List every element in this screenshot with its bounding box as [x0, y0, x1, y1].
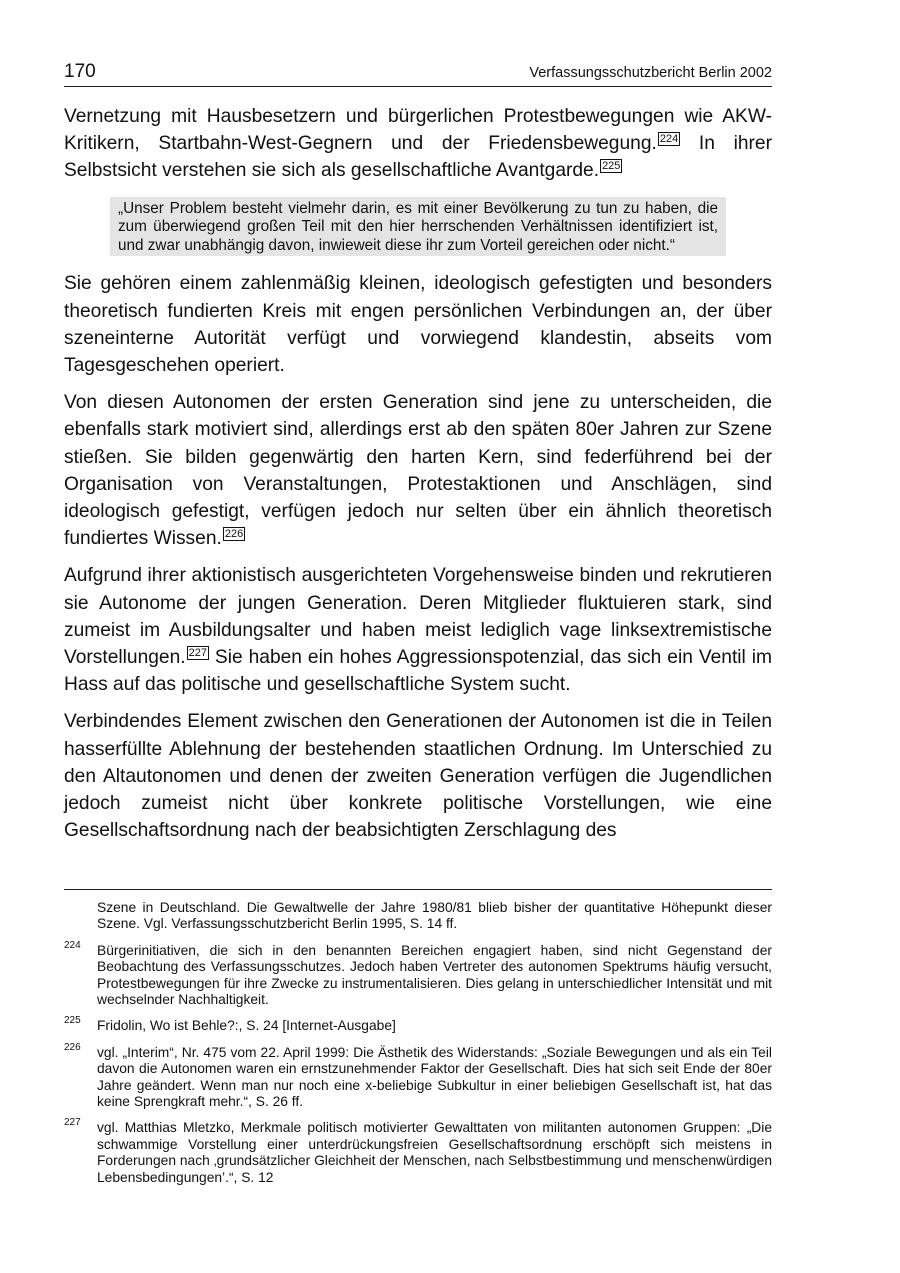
- footnote-ref-224[interactable]: 224: [659, 133, 679, 146]
- page-number: 170: [64, 61, 96, 82]
- footnote-224: [64, 939, 772, 1009]
- footnote-text: Fridolin, Wo ist Behle?:, S. 24 [Internet-Ausgabe]: [97, 1018, 396, 1034]
- block-quote: „Unser Problem besteht vielmehr darin, es mit einer Bevölkerung zu tun zu haben, die zum überwiegend großen Teil mit den hier herrschenden Verhältnissen identifiziert ist, und zwar unabhängig davon, inwieweit diese ihr zum Vorteil gereichen oder nicht.“: [110, 197, 726, 257]
- footnote-number: 226: [64, 1041, 81, 1053]
- paragraph-5: Verbindendes Element zwischen den Generationen der Autonomen ist die in Teilen hasserfüllte Ablehnung der bestehenden staatlichen Ordnung. Im Unterschied zu den Altautonomen und denen der zweiten Generation verfügen die Jugendlichen jedoch zumeist nicht über konkrete politische Vorstellungen, wie eine Gesellschaftsordnung nach der beabsichtigten Zerschlagung des: [64, 711, 772, 842]
- footnotes: [64, 900, 772, 1196]
- paragraph-1-text-cont: In ihrer Selbstsicht verstehen sie sich als gesellschaftliche Avantgarde.: [64, 133, 772, 182]
- footnote-text: vgl. „Interim“, Nr. 475 vom 22. April 1999: Die Ästhetik des Widerstands: „Soziale Bewegungen und als ein Teil davon die Autonomen waren ein ernstzunehmender Faktor der Gesellschaft. Dies hat sich seit Ende der 80er Jahre geändert. Wenn man nur noch eine x-beliebige Subkultur in einer beliebigen Gesellschaft ist, hat das keine Sprengkraft mehr.“, S. 26 ff.: [97, 1044, 772, 1110]
- running-head: Verfassungsschutzbericht Berlin 2002: [529, 65, 772, 81]
- footnote-continuation: [64, 900, 772, 933]
- paragraph-1: [64, 103, 772, 185]
- body-text: [64, 103, 772, 854]
- footnote-number: 225: [64, 1015, 81, 1027]
- footnote-text: Bürgerinitiativen, die sich in den benannten Bereichen engagiert haben, sind nicht Gegenstand der Beobachtung des Verfassungsschutzes. Jedoch haben Vertreter des autonomen Spektrums häufig versucht, Protestbewegungen für ihre Zwecke zu instrumentalisieren. Dies gelang in unterschiedlicher Intensität und mit wechselnder Nachhaltigkeit.: [97, 942, 772, 1008]
- footnote-ref-226[interactable]: 226: [224, 528, 244, 541]
- footnote-227: [64, 1117, 772, 1186]
- paragraph-3: [64, 389, 772, 552]
- paragraph-4-text-cont: Sie haben ein hohes Aggressionspotenzial, das sich ein Ventil im Hass auf das politische und gesellschaftliche System sucht.: [64, 647, 772, 696]
- footnote-number: 224: [64, 939, 81, 951]
- paragraph-4: [64, 562, 772, 698]
- paragraph-4-text: Aufgrund ihrer aktionistisch ausgerichteten Vorgehensweise binden und rekrutieren sie Autonome der jungen Generation. Deren Mitglieder fluktuieren stark, sind zumeist im Ausbildungsalter und haben meist lediglich vage linksextremistische Vorstellungen.: [64, 565, 772, 669]
- footnote-separator: [64, 889, 772, 890]
- footnote-text: vgl. Matthias Mletzko, Merkmale politisch motivierter Gewalttaten von militanten autonomen Gruppen: „Die schwammige Vorstellung einer unterdrückungsfreien Gesellschaftsordnung erschöpft sich meistens in Forderungen nach ‚grundsätzlicher Gleichheit der Menschen, nach Selbstbestimmung und menschenwürdigen Lebensbedingungen’.“, S. 12: [97, 1120, 772, 1185]
- footnote-ref-225[interactable]: 225: [602, 160, 621, 173]
- paragraph-2: Sie gehören einem zahlenmäßig kleinen, ideologisch gefestigten und besonders theoretisch fundierten Kreis mit engen persönlichen Verbindungen an, der über szeneinterne Autorität verfügt und vorwiegend klandestin, abseits vom Tagesgeschehen operiert.: [64, 273, 772, 376]
- footnote-continuation-text: Szene in Deutschland. Die Gewaltwelle der Jahre 1980/81 blieb bisher der quantitative Höhepunkt dieser Szene. Vgl. Verfassungsschutzbericht Berlin 1995, S. 14 ff.: [97, 900, 772, 932]
- footnote-225: [64, 1015, 772, 1034]
- footnote-226: [64, 1041, 772, 1111]
- page-header: [64, 62, 772, 87]
- footnote-ref-227[interactable]: 227: [188, 647, 207, 660]
- footnote-number: 227: [64, 1117, 81, 1129]
- paragraph-3-text: Von diesen Autonomen der ersten Generation sind jene zu unterscheiden, die ebenfalls stark motiviert sind, allerdings erst ab den späten 80er Jahren zur Szene stießen. Sie bilden gegenwärtig den harten Kern, sind federführend bei der Organisation von Veranstaltungen, Protestaktionen und Anschlägen, sind ideologisch gefestigt, verfügen jedoch nur selten über ein ähnlich theoretisch fundiertes Wissen.: [64, 392, 772, 550]
- paragraph-1-text: Vernetzung mit Hausbesetzern und bürgerlichen Protestbewegungen wie AKW-Kritikern, Startbahn-West-Gegnern und der Friedensbewegung.: [64, 106, 772, 155]
